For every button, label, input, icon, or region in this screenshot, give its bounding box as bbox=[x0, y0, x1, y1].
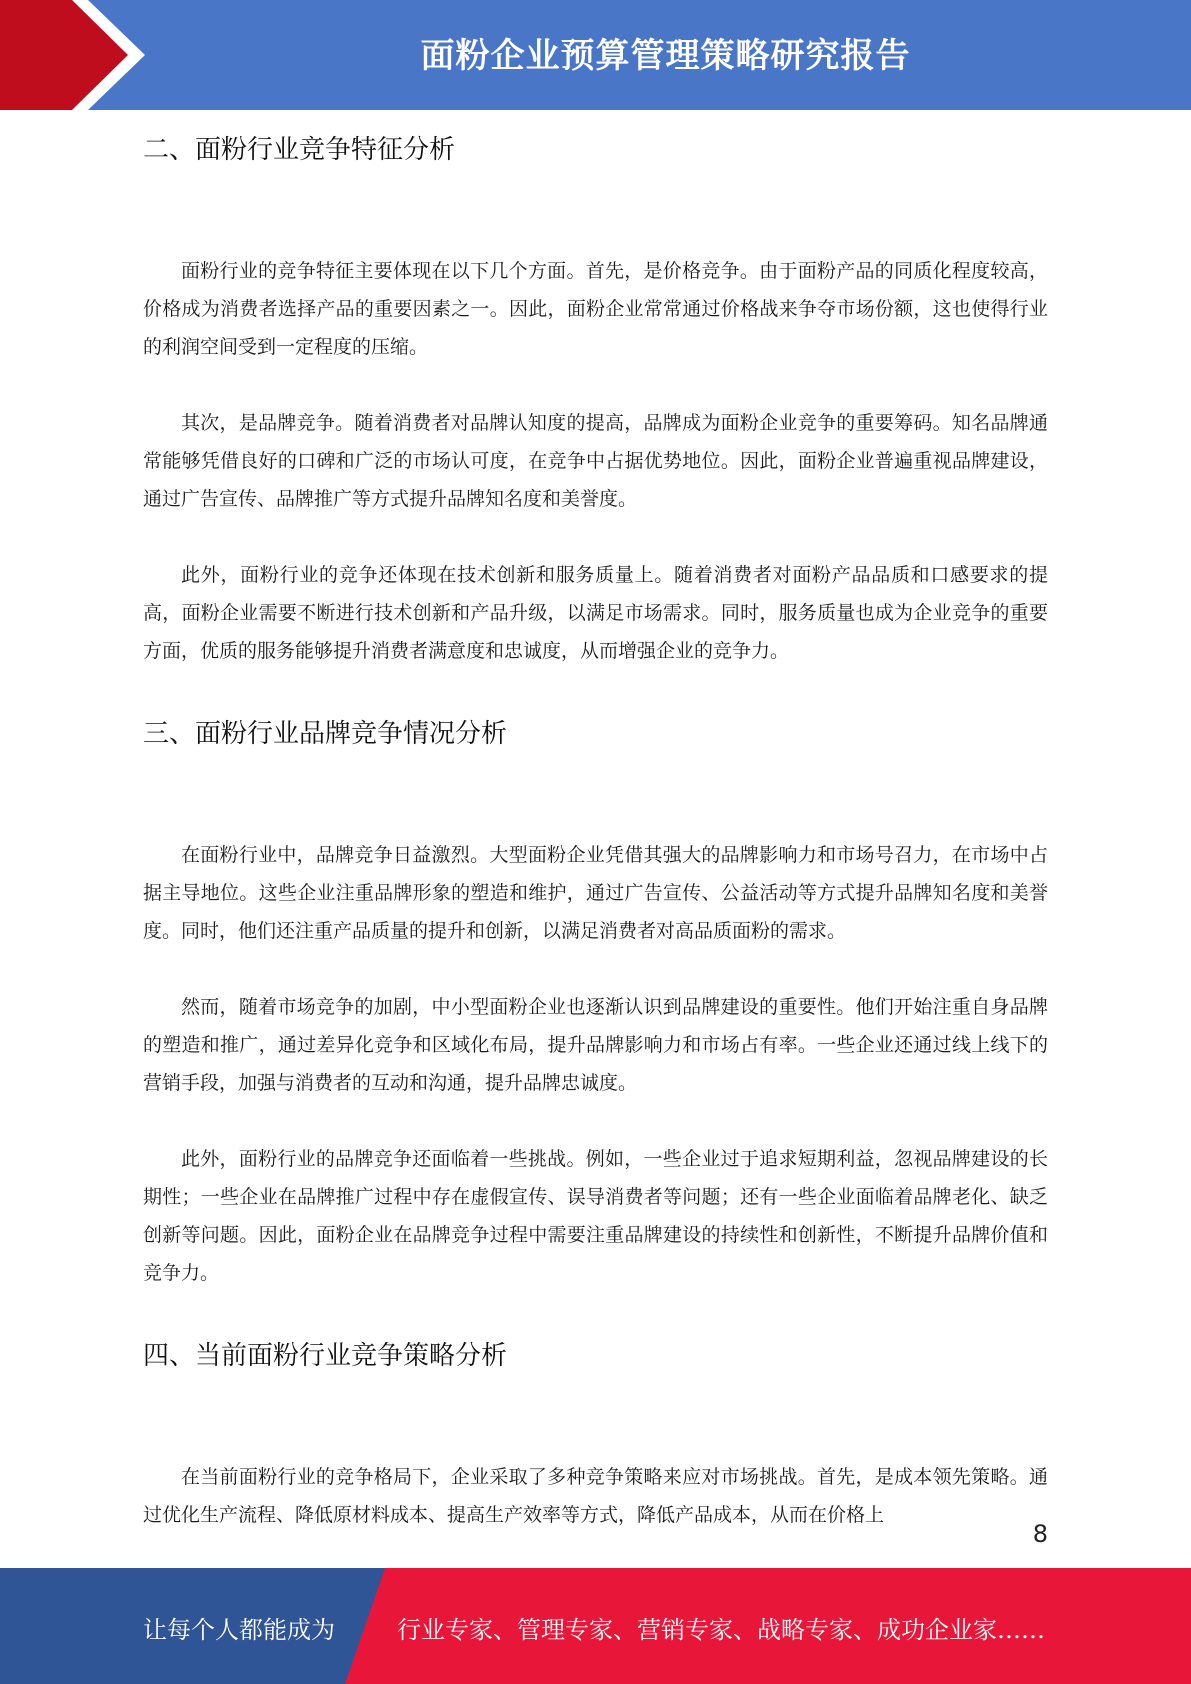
report-title: 面粉企业预算管理策略研究报告 bbox=[420, 36, 911, 76]
footer-slogan-left: 让每个人都能成为 bbox=[143, 1616, 335, 1644]
paragraph: 在当前面粉行业的竞争格局下，企业采取了多种竞争策略来应对市场挑战。首先，是成本领先策略。通过优化生产流程、降低原材料成本、提高生产效率等方式，降低产品成本，从而在价格上 bbox=[143, 1466, 1048, 1526]
footer-banner bbox=[0, 1568, 1191, 1684]
section-heading: 二、面粉行业竞争特征分析 bbox=[143, 135, 456, 165]
paragraph: 然而，随着市场竞争的加剧，中小型面粉企业也逐渐认识到品牌建设的重要性。他们开始注重自身品牌的塑造和推广，通过差异化竞争和区域化布局，提升品牌影响力和市场占有率。一些企业还通过线上线下的营销手段，加强与消费者的互动和沟通，提升品牌忠诚度。 bbox=[143, 996, 1048, 1094]
page-number: 8 bbox=[1032, 1520, 1048, 1548]
section-heading: 四、当前面粉行业竞争策略分析 bbox=[143, 1341, 508, 1371]
paragraph: 此外，面粉行业的品牌竞争还面临着一些挑战。例如，一些企业过于追求短期利益，忽视品牌建设的长期性；一些企业在品牌推广过程中存在虚假宣传、误导消费者等问题；还有一些企业面临着品牌老化、缺乏创新等问题。因此，面粉企业在品牌竞争过程中需要注重品牌建设的持续性和创新性，不断提升品牌价值和竞争力。 bbox=[143, 1148, 1048, 1284]
header-banner bbox=[0, 0, 1191, 110]
paragraph: 此外，面粉行业的竞争还体现在技术创新和服务质量上。随着消费者对面粉产品品质和口感要求的提高，面粉企业需要不断进行技术创新和产品升级，以满足市场需求。同时，服务质量也成为企业竞争的重要方面，优质的服务能够提升消费者满意度和忠诚度，从而增强企业的竞争力。 bbox=[143, 564, 1048, 662]
section-heading: 三、面粉行业品牌竞争情况分析 bbox=[143, 719, 508, 749]
paragraph: 面粉行业的竞争特征主要体现在以下几个方面。首先，是价格竞争。由于面粉产品的同质化程度较高，价格成为消费者选择产品的重要因素之一。因此，面粉企业常常通过价格战来争夺市场份额，这也使得行业的利润空间受到一定程度的压缩。 bbox=[143, 260, 1048, 358]
header-chevron-decoration bbox=[0, 0, 160, 110]
paragraph: 在面粉行业中，品牌竞争日益激烈。大型面粉企业凭借其强大的品牌影响力和市场号召力，在市场中占据主导地位。这些企业注重品牌形象的塑造和维护，通过广告宣传、公益活动等方式提升品牌知名度和美誉度。同时，他们还注重产品质量的提升和创新，以满足消费者对高品质面粉的需求。 bbox=[143, 844, 1048, 942]
footer-slogan-right: 行业专家、管理专家、营销专家、战略专家、成功企业家…… bbox=[397, 1616, 1045, 1644]
paragraph: 其次，是品牌竞争。随着消费者对品牌认知度的提高，品牌成为面粉企业竞争的重要筹码。知名品牌通常能够凭借良好的口碑和广泛的市场认可度，在竞争中占据优势地位。因此，面粉企业普遍重视品牌建设，通过广告宣传、品牌推广等方式提升品牌知名度和美誉度。 bbox=[143, 412, 1048, 510]
document-body bbox=[143, 128, 1048, 1534]
